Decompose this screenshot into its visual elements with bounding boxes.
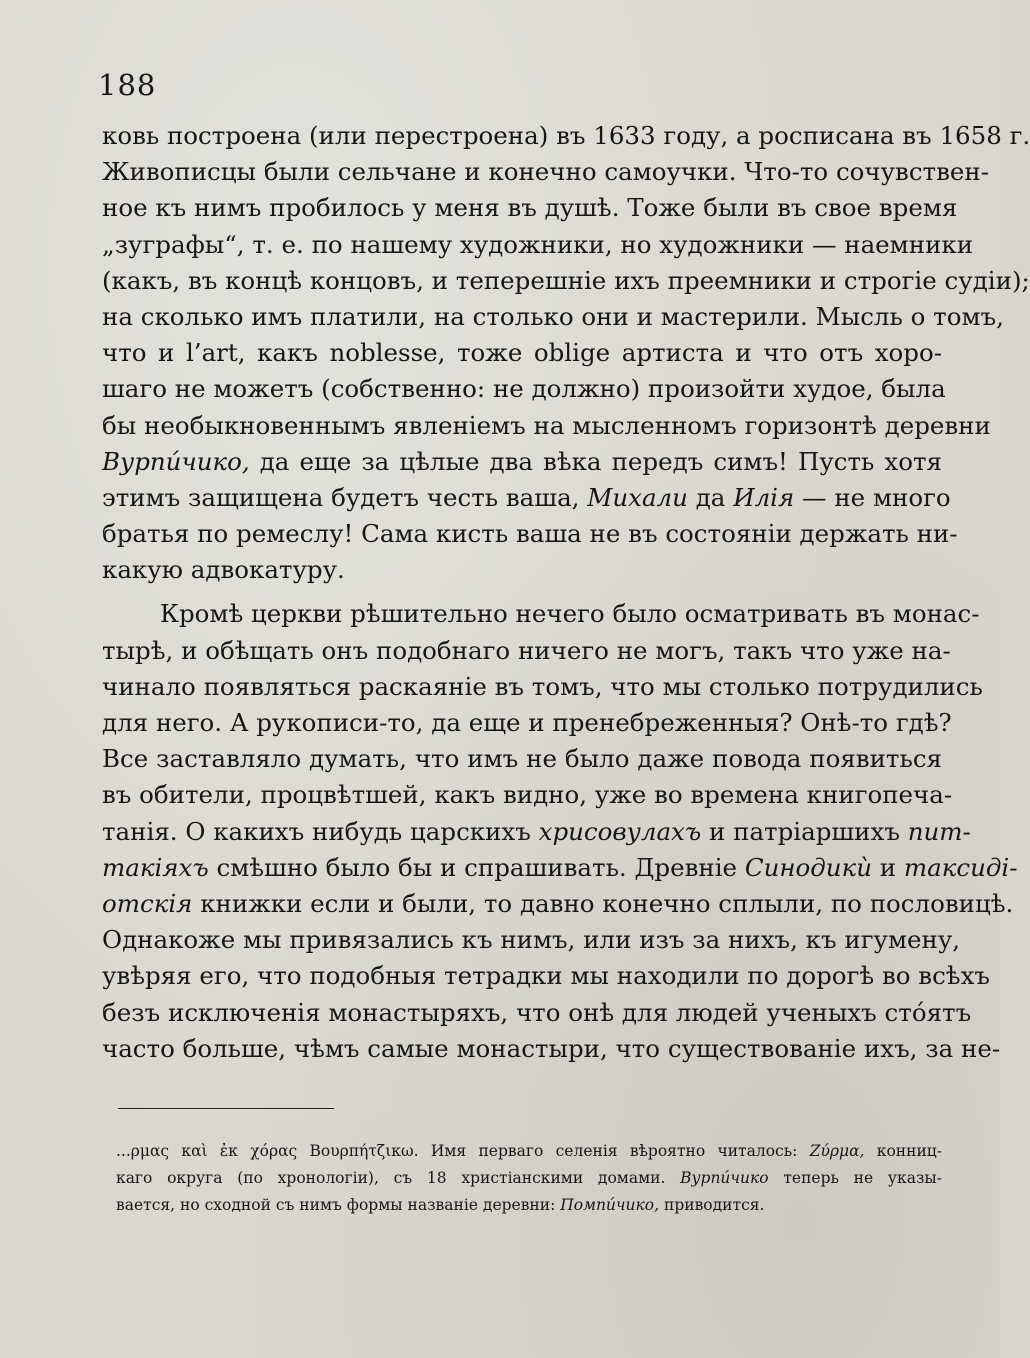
text-line: для него. А рукописи-то, да еще и пренебреженныя? Онѣ-то гдѣ?	[102, 708, 952, 737]
text-line: часто больше, чѣмъ самые монастыри, что существованiе ихъ, за не-	[102, 1033, 1001, 1063]
text-segment: да еще за цѣлые два вѣка передъ симъ! Пусть хотя	[249, 446, 942, 476]
text-line	[102, 886, 1014, 922]
text-line: (какъ, въ концѣ концовъ, и теперешнiе ихъ преемники и строгiе судiи);	[102, 265, 1030, 295]
text-segment: ...ρμας καὶ ἐκ χόρας Βουρπήτζικω. Имя перваго селенiя вѣроятно читалось:	[116, 1142, 810, 1160]
text-segment: приводится.	[659, 1196, 765, 1214]
italic-text: Вурпи́чико	[680, 1169, 769, 1187]
text-segment: — не много	[794, 482, 951, 512]
italic-text: такiяхъ	[102, 852, 209, 882]
text-line	[116, 1138, 942, 1165]
italic-text: таксидi-	[903, 852, 1018, 882]
italic-text: Илiя	[733, 482, 795, 512]
text-line: какую адвокатуру.	[102, 555, 345, 585]
italic-text: хрисовулахъ	[538, 816, 702, 846]
footnotes	[116, 1138, 942, 1219]
text-segment: этимъ защищена будетъ честь ваша,	[102, 482, 588, 512]
footnote-separator	[118, 1108, 334, 1109]
text-line: увѣряя его, что подобныя тетрадки мы находили по дорогѣ во всѣхъ	[102, 961, 990, 991]
text-line	[102, 850, 1018, 886]
text-line: братья по ремеслу! Сама кисть ваша не въ состоянiи держать ни-	[102, 519, 958, 549]
text-segment: книжки если и были, то давно конечно сплыли, по пословицѣ.	[192, 888, 1014, 918]
text-line: Все заставляло думать, что имъ не было даже повода появиться	[102, 744, 942, 774]
text-segment: и патрiаршихъ	[701, 816, 908, 846]
text-segment: каго округа (по хронологiи), съ 18 христiанскими домами.	[116, 1169, 681, 1187]
italic-text: пит-	[907, 816, 971, 846]
italic-text: отскiя	[102, 888, 193, 918]
italic-text: Синодикѝ	[744, 852, 872, 882]
text-line: ковь построена (или перестроена) въ 1633 году, а росписана въ 1658 г.	[102, 121, 1030, 150]
text-line: Однакоже мы привязались къ нимъ, или изъ за нихъ, къ игумену,	[102, 925, 961, 955]
text-segment: да	[687, 482, 734, 512]
text-line	[116, 1165, 942, 1192]
italic-text: Михали	[587, 482, 688, 512]
text-line	[102, 444, 942, 480]
text-line: безъ исключенiя монастыряхъ, что онѣ для людей ученыхъ стóятъ	[102, 997, 972, 1027]
text-line: ное къ нимъ пробилось у меня въ душѣ. Тоже были въ свое время	[102, 193, 958, 223]
text-line	[116, 1192, 942, 1219]
italic-text: Вурпи́чико,	[102, 446, 250, 476]
text-line: Кромѣ церкви рѣшительно нечего было осматривать въ монас-	[160, 599, 980, 629]
text-line	[102, 814, 971, 850]
text-line: Живописцы были сельчане и конечно самоучки. Что-то сочувствен-	[102, 157, 990, 187]
page-number: 188	[98, 68, 157, 102]
text-line: бы необыкновеннымъ явленiемъ на мысленномъ горизонтѣ деревни	[102, 410, 991, 440]
text-line: въ обители, процвѣтшей, какъ видно, уже во времена книгопеча-	[102, 780, 953, 810]
text-line: что и l’art, какъ noblesse, тоже oblige артиста и что отъ хоро-	[102, 338, 942, 368]
text-segment: конниц-	[864, 1142, 942, 1160]
text-line: чинало появляться раскаянiе въ томъ, что мы столько потрудились	[102, 671, 983, 701]
text-segment: и	[871, 852, 904, 882]
text-line: на сколько имъ платили, на столько они и мастерили. Мысль о томъ,	[102, 301, 1004, 331]
paragraph-1	[102, 118, 1030, 588]
paragraph-2	[102, 596, 1018, 1066]
text-segment: смѣшно было бы и спрашивать. Древнiе	[208, 852, 745, 882]
text-segment: теперь не указы-	[768, 1169, 942, 1187]
text-segment: вается, но сходной съ нимъ формы названiе деревни:	[116, 1196, 561, 1214]
italic-text: Ζύρμα,	[809, 1142, 865, 1160]
text-line: шаго не можетъ (собственно: не должно) произойти худое, была	[102, 374, 946, 404]
paragraph-gap	[102, 588, 942, 596]
text-line: тырѣ, и обѣщать онъ подобнаго ничего не могъ, такъ что уже на-	[102, 635, 951, 665]
text-line: „зуграфы“, т. е. по нашему художники, но художники — наемники	[102, 229, 974, 259]
text-segment: танiя. О какихъ нибудь царскихъ	[102, 816, 539, 846]
body-text	[102, 118, 1030, 1067]
italic-text: Помпи́чико,	[560, 1196, 660, 1214]
text-line	[102, 480, 951, 516]
